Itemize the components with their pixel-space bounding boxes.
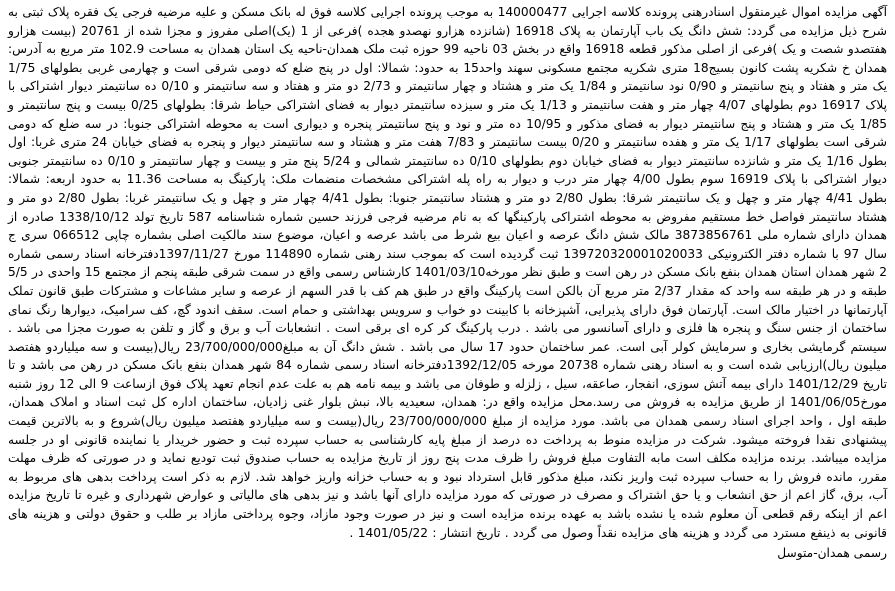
notice-signature: رسمی همدان-متوسل: [777, 546, 887, 561]
auction-notice-text: آگهی مزایده اموال غیرمنقول اسنادرهنی پرونده کلاسه اجرایی 140000477 به موجب پرونده اجرایی کلاسه فوق له بانک مسکن و علیه مرضیه فرجی یک فقره پلاک ثبتی به شرح ذیل مزایده می گردد: شش دانگ یک باب آپارتمان به پلاک 16918 (شانزده هزارو نهصدو هجده )فرعی از 1 (یک)اصلی مفروز و مجزا شده از 20761 (بیست هزارو هفتصدو شصت و یک )فرعی از اصلی مذکور قطعه 16918 واقع در بخش 03 ناحیه 99 حوزه ثبت ملک همدان-ناحیه یک استان همدان به مساحت 102.9 متر مربع به آدرس: همدان خ شکریه پشت کانون بسیج18 متری شکریه مجتمع مسکونی سهند واحد15 به حدود: شمالا: اول در پنج ضلع که دومی شرقی است و چهارمی غربی بطولهای 1/75 یک متر و هفتاد و پنج سانتیمتر و 0/90 نود سانتیمتر و 1/84 یک متر و هشتاد و چهار سانتیمتر و 2/73 دو متر و هفتاد و سه سانتیمتر و 0/10 ده سانتیمتر دیوار اشتراکی با پلاک 16917 دوم بطولهای 4/07 چهار متر و هفت سانتیمتر و 1/13 یک متر و سیزده سانتیمتر دیوار به فضای اشتراکی حیاط شرقا: بطولهای 0/25 بیست و پنج سانتیمتر و 1/85 یک متر و هشتاد و پنج سانتیمتر دیوار به فضای مذکور و 10/95 ده متر و نود و پنج سانتیمتر پنجره و دیواری است به محوطه اشتراکی جنوبا: در سه ضلع که دومی شرقی است بطولهای 1/17 یک متر و هفده سانتیمتر و 0/20 بیست سانتیمتر و 7/83 هفت متر و هشتاد و سه سانتیمتر دیوار و پنجره به فضای خیابان 24 متری غربا: اول بطول 1/16 یک متر و شانزده سانتیمتر دیوار به فضای خیابان دوم بطولهای 0/10 ده سانتیمتر شمالی و 5/24 پنج متر و بیست و چهار سانتیمتر و 0/10 ده سانتیمتر جنوبی دیوار اشتراکی با پلاک 16919 سوم بطول 4/00 چهار متر درب و دیوار به راه پله اشتراکی مشخصات منضمات ملک: پارکینگ به مساحت 11.36 به حدود اربعه: شمالا: بطول 4/41 چهار متر و چهل و یک سانتیمتر شرقا: بطول 2/80 دو متر و هشتاد سانتیمتر جنوبا: بطول 4/41 چهار متر و چهل و یک سانتیمتر غربا: بطول 2/80 دو متر و هشتاد سانتیمتر فواصل خط مستقیم مفروض به محوطه اشتراکی پارکینگها که به نام مرضیه فرجی فرزند حسین شماره شناسنامه 587 تاریخ تولد 1338/10/12 صادره از همدان دارای شماره ملی 3873856761 مالک شش دانگ عرصه و اعیان بیع شرط می باشد عرصه و اعیان، موضوع سند مالکیت اصلی بشماره چاپی 066512 سری ج سال 97 با شماره دفتر الکترونیکی 139720320001020033 ثبت گردیده است که بموجب سند رهنی شماره 114890 مورخ 1397/11/27دفترخانه اسناد رسمی شماره 2 شهر همدان استان همدان بنفع بانک مسکن در رهن است و طبق نظر مورخه1401/03/10 کارشناس رسمی واقع در سمت شرقی طبقه پنجم از مجتمع 15 واحدی در 5/5 طبقه و در هر طبقه سه واحد که مقدار 2/37 متر مربع آن بالکن است پارکینگ واقع در طبق هم کف با قدر السهم از عرصه و سایر مشاعات و مشترکات طبق قانون تملک آپارتمانها در اختیار مالک است. آپارتمان فوق دارای پذیرایی، آشپزخانه با کابینت دو خواب و سرویس بهداشتی و حمام است. سقف اندود گچ، کف سرامیک، دیوارها رنگ نمای ساختمان از جنس سنگ و پنجره ها فلزی و دارای آسانسور می باشد . درب پارکینگ کر کره ای برقی است . انشعابات آب و برق و گاز و تلفن به صورت مجزا می باشد . سیستم گرمایشی بخاری و سرمایش کولر آبی است. عمر ساختمان حدود 17 سال می باشد . شش دانگ آن به مبلغ23/700/000/000 ریال(بیست و سه میلیاردو هفتصد میلیون ریال)ارزیابی شده است و به اسناد رهنی شماره 20738 مورخه 1392/12/05دفترخانه اسناد رسمی شماره 84 شهر همدان بنفع بانک مسکن در رهن می باشد و تا تاریخ 1401/12/29 دارای بیمه آتش سوزی، انفجار، صاعقه، سیل ، زلزله و طوفان می باشد و بیمه نامه هم به علت عدم انجام تعهد پلاک فوق ازساعت 9 الی 12 روز شنبه مورخ1401/06/05 از طریق مزایده به فروش می رسد.محل مزایده واقع در: همدان، سعیدیه بالا، نبش بلوار غنی زادیان، ساختمان اداره کل ثبت اسناد و املاک همدان، طبقه اول ، واحد اجرای اسناد رسمی همدان می باشد. مورد مزایده از مبلغ 23/700/000/000 ریال(بیست و سه میلیاردو هفتصد میلیون ریال)شروع و به بالاترین قیمت پیشنهادی نقدا فروخته میشود. شرکت در مزایده منوط به پرداخت ده درصد از مبلغ پایه کارشناسی به حساب سپرده ثبت و حضور خریدار یا نماینده قانونی او در جلسه مزایده میباشد. برنده مزایده مکلف است مابه التفاوت مبلغ فروش را ظرف مدت پنج روز از تاریخ مزایده به حساب صندوق ثبت تودیع نماید و در صورتی که ظرف مهلت مقرر، مانده فروش را به حساب سپرده ثبت واریز نکند، مبلغ مذکور قابل استرداد نبود و به حساب خزانه واریز خواهد شد. لازم به ذکر است پرداخت بدهی های مربوط به آب، برق، گاز اعم از حق انشعاب و یا حق اشتراک و مصرف در صورتی که مورد مزایده دارای آنها باشد و نیز بدهی های مالیاتی و عوارض شهرداری و غیره تا تاریخ مزایده اعم از اینکه رقم قطعی آن معلوم شده یا نشده باشد به عهده برنده مزایده است و نیز در صورت وجود مازاد، وجوه پرداختی مازاد بر طلب و حقوق دولتی و هزینه های قانونی به ذینفع مسترد می گردد و هزینه های مزایده نقداً وصول می گردد . تاریخ انتشار : 1401/05/22 .: [8, 5, 888, 540]
